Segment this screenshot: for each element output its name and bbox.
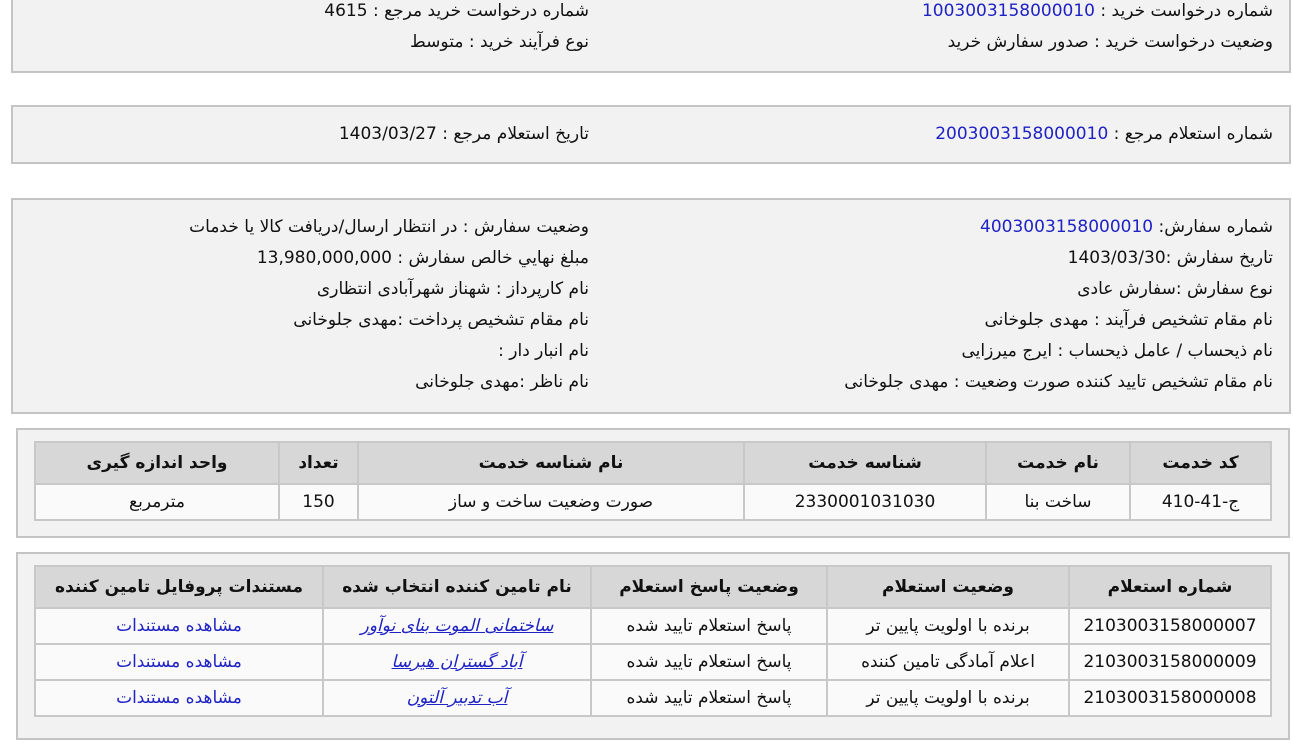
header-unit: واحد اندازه گیری <box>35 442 279 484</box>
inquiry-status-cell: برنده با اولویت پایین تر <box>827 680 1069 716</box>
documents-cell <box>35 680 323 716</box>
warehouse-keeper: نام انبار دار : <box>498 341 589 361</box>
supplier-name-link[interactable]: ساختمانی الموت بنای نوآور <box>360 616 554 636</box>
suppliers-header-row <box>35 566 1271 608</box>
accountant-name: نام ذیحساب / عامل ذیحساب : ایرج میرزایی <box>961 341 1273 361</box>
header-service-code: کد خدمت <box>1130 442 1271 484</box>
purchase-request-panel <box>11 0 1291 73</box>
table-row <box>35 484 1271 520</box>
services-header-row <box>35 442 1271 484</box>
header-response-status: وضعیت پاسخ استعلام <box>591 566 827 608</box>
supplier-name-cell <box>323 680 591 716</box>
process-authority: نام مقام تشخیص فرآیند : مهدی جلوخانی <box>984 310 1273 330</box>
order-type: نوع سفارش :سفارش عادی <box>1077 279 1273 299</box>
order-date: تاریخ سفارش :1403/03/30 <box>1067 248 1273 268</box>
reference-inquiry-panel <box>11 105 1291 164</box>
inquiry-row <box>13 119 1289 149</box>
reference-inquiry-number: شماره استعلام مرجع : 2003003158000010 <box>935 124 1273 144</box>
documents-cell <box>35 644 323 680</box>
table-row <box>35 644 1271 680</box>
request-number-link[interactable]: 1003003158000010 <box>921 1 1095 21</box>
header-service-id-name: نام شناسه خدمت <box>358 442 744 484</box>
header-selected-supplier: نام تامین کننده انتخاب شده <box>323 566 591 608</box>
service-id-name-cell: صورت وضعیت ساخت و ساز <box>358 484 744 520</box>
view-documents-link[interactable]: مشاهده مستندات <box>116 616 242 636</box>
header-service-name: نام خدمت <box>986 442 1130 484</box>
order-row-6 <box>13 367 1289 397</box>
order-row-5 <box>13 336 1289 366</box>
inquiry-number-cell: 2103003158000008 <box>1069 680 1271 716</box>
supervisor-name: نام ناظر :مهدی جلوخانی <box>415 372 589 392</box>
purchase-process-type: نوع فرآیند خرید : متوسط <box>410 32 589 52</box>
order-row-1 <box>13 212 1289 242</box>
inquiry-status-cell: برنده با اولویت پایین تر <box>827 608 1069 644</box>
inquiry-number-cell: 2103003158000009 <box>1069 644 1271 680</box>
view-documents-link[interactable]: مشاهده مستندات <box>116 688 242 708</box>
supplier-name-link[interactable]: آباد گستران هیرسا <box>391 652 523 672</box>
table-row <box>35 608 1271 644</box>
quantity-cell: 150 <box>279 484 358 520</box>
inquiry-number-cell: 2103003158000007 <box>1069 608 1271 644</box>
supplier-name-link[interactable]: آب تدبیر آلتون <box>406 688 508 708</box>
suppliers-table-box <box>16 552 1290 740</box>
order-number-link[interactable]: 4003003158000010 <box>980 217 1154 237</box>
suppliers-table <box>34 565 1272 717</box>
response-status-cell: پاسخ استعلام تایید شده <box>591 680 827 716</box>
order-row-2 <box>13 243 1289 273</box>
order-number: شماره سفارش: 4003003158000010 <box>980 217 1273 237</box>
response-status-cell: پاسخ استعلام تایید شده <box>591 608 827 644</box>
service-name-cell: ساخت بنا <box>986 484 1130 520</box>
order-row-4 <box>13 305 1289 335</box>
header-inquiry-status: وضعیت استعلام <box>827 566 1069 608</box>
request-number: شماره درخواست خرید : 1003003158000010 <box>921 1 1273 21</box>
header-supplier-documents: مستندات پروفایل تامین کننده <box>35 566 323 608</box>
request-status: وضعیت درخواست خرید : صدور سفارش خرید <box>947 32 1273 52</box>
header-quantity: تعداد <box>279 442 358 484</box>
header-service-id: شناسه خدمت <box>744 442 986 484</box>
reference-inquiry-date: تاریخ استعلام مرجع : 1403/03/27 <box>338 124 589 144</box>
order-net-amount: مبلغ نهايي خالص سفارش : 13,980,000,000 <box>256 248 589 268</box>
documents-cell <box>35 608 323 644</box>
order-status: وضعیت سفارش : در انتظار ارسال/دریافت کالا یا خدمات <box>189 217 589 237</box>
request-row-2 <box>13 27 1289 57</box>
header-inquiry-number: شماره استعلام <box>1069 566 1271 608</box>
order-row-3 <box>13 274 1289 304</box>
approval-authority: نام مقام تشخیص تایید کننده صورت وضعیت : مهدی جلوخانی <box>844 372 1273 392</box>
view-documents-link[interactable]: مشاهده مستندات <box>116 652 242 672</box>
buyer-name: نام کارپرداز : شهناز شهرآبادی انتظاری <box>316 279 589 299</box>
service-id-cell: 2330001031030 <box>744 484 986 520</box>
service-code-cell: ج-41-410 <box>1130 484 1271 520</box>
request-row-1 <box>13 0 1289 26</box>
supplier-name-cell <box>323 644 591 680</box>
services-table-box <box>16 428 1290 538</box>
services-table <box>34 441 1272 521</box>
reference-inquiry-link[interactable]: 2003003158000010 <box>935 124 1109 144</box>
supplier-name-cell <box>323 608 591 644</box>
order-details-panel <box>11 198 1291 414</box>
reference-request-number: شماره درخواست خرید مرجع : 4615 <box>324 1 589 21</box>
payment-authority: نام مقام تشخیص پرداخت :مهدی جلوخانی <box>293 310 589 330</box>
table-row <box>35 680 1271 716</box>
unit-cell: مترمربع <box>35 484 279 520</box>
inquiry-status-cell: اعلام آمادگی تامین کننده <box>827 644 1069 680</box>
response-status-cell: پاسخ استعلام تایید شده <box>591 644 827 680</box>
